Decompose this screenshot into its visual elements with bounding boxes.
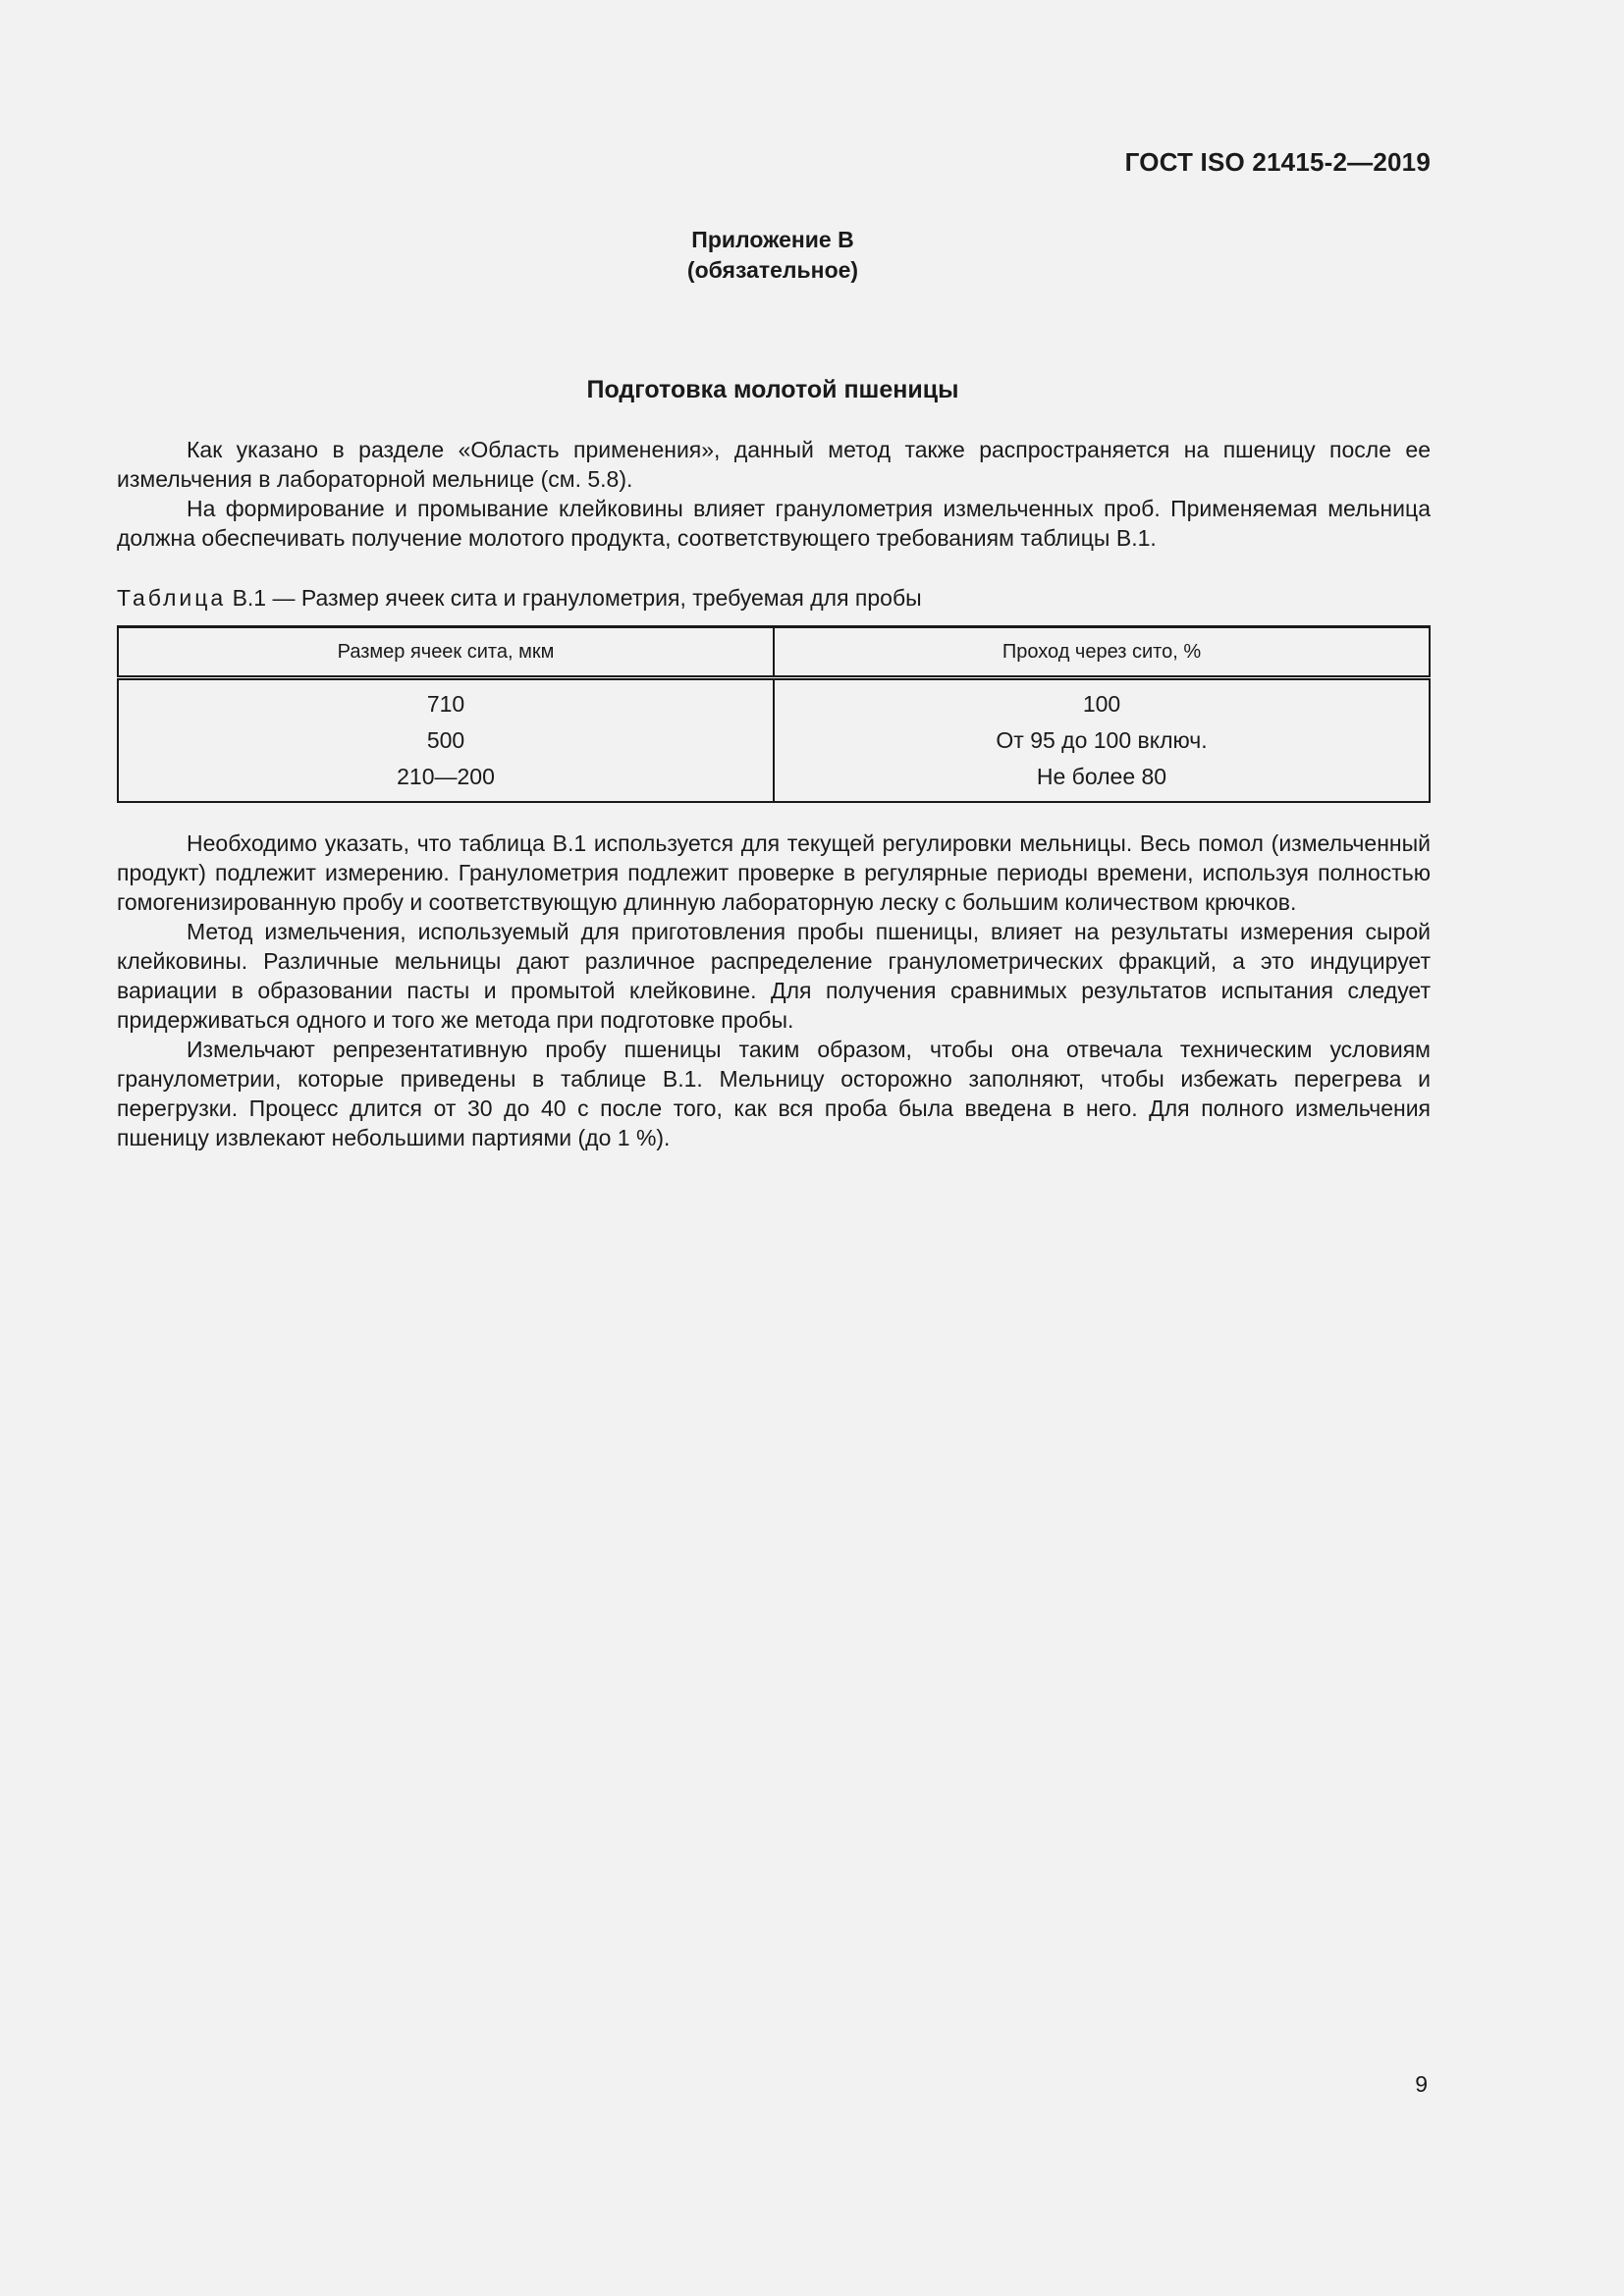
column-header-sieve-size: Размер ячеек сита, мкм [118,627,774,678]
table-header-row [118,627,1430,678]
page-number: 9 [1415,2071,1428,2097]
table-caption [117,583,922,613]
table-caption-label: Таблица [117,585,227,611]
document-code: ГОСТ ISO 21415-2—2019 [1124,147,1431,177]
intro-text [117,435,1431,553]
table-row [118,678,1430,803]
sieve-table [117,625,1431,803]
table-cell: 500 [426,727,465,753]
body-text [117,828,1431,1152]
paragraph: На формирование и промывание клейковины влияет гранулометрия измельченных проб. Применяемая мельница должна обеспечивать получение молотого продукта, соответствующего требованиям таблицы В.1. [117,496,1431,551]
table-cell: 100 [1082,691,1121,717]
table-cell: 710 [426,691,465,717]
appendix-status: (обязательное) [686,257,859,283]
paragraph: Метод измельчения, используемый для приготовления пробы пшеницы, влияет на результаты измерения сырой клейковины. Различные мельницы дают различное распределение гранулометрических фракций, а это индуцирует вариации в образовании пасты и промытой клейковине. Для получения сравнимых результатов испытания следует придерживаться одного и того же метода при подготовке пробы. [117,919,1431,1033]
appendix-heading [0,225,1545,286]
sieve-size-cell [118,678,774,803]
paragraph: Как указано в разделе «Область применения», данный метод также распространяется на пшеницу после ее измельчения в лабораторной мельнице (см. 5.8). [117,437,1431,492]
table-cell: От 95 до 100 включ. [996,727,1208,753]
paragraph: Измельчают репрезентативную пробу пшеницы таким образом, чтобы она отвечала техническим условиям гранулометрии, которые приведены в таблице В.1. Мельницу осторожно заполняют, чтобы избежать перегрева и перегрузки. Процесс длится от 30 до 40 с после того, как вся проба была введена в него. Для полного измельчения пшеницу извлекают небольшими партиями (до 1 %). [117,1037,1431,1150]
section-title: Подготовка молотой пшеницы [586,376,959,403]
appendix-title: Приложение В [691,227,854,252]
pass-through-cell [774,678,1430,803]
paragraph: Необходимо указать, что таблица В.1 используется для текущей регулировки мельницы. Весь помол (измельченный продукт) подлежит измерению. Гранулометрия подлежит проверке в регулярные периоды времени, используя полностью гомогенизированную пробу и соответствующую длинную лабораторную леску с большим количеством крючков. [117,830,1431,915]
column-header-pass-through: Проход через сито, % [774,627,1430,678]
table-cell: 210—200 [397,764,495,789]
table-caption-text: В.1 — Размер ячеек сита и гранулометрия, требуемая для пробы [232,585,922,611]
table-cell: Не более 80 [1036,764,1167,789]
